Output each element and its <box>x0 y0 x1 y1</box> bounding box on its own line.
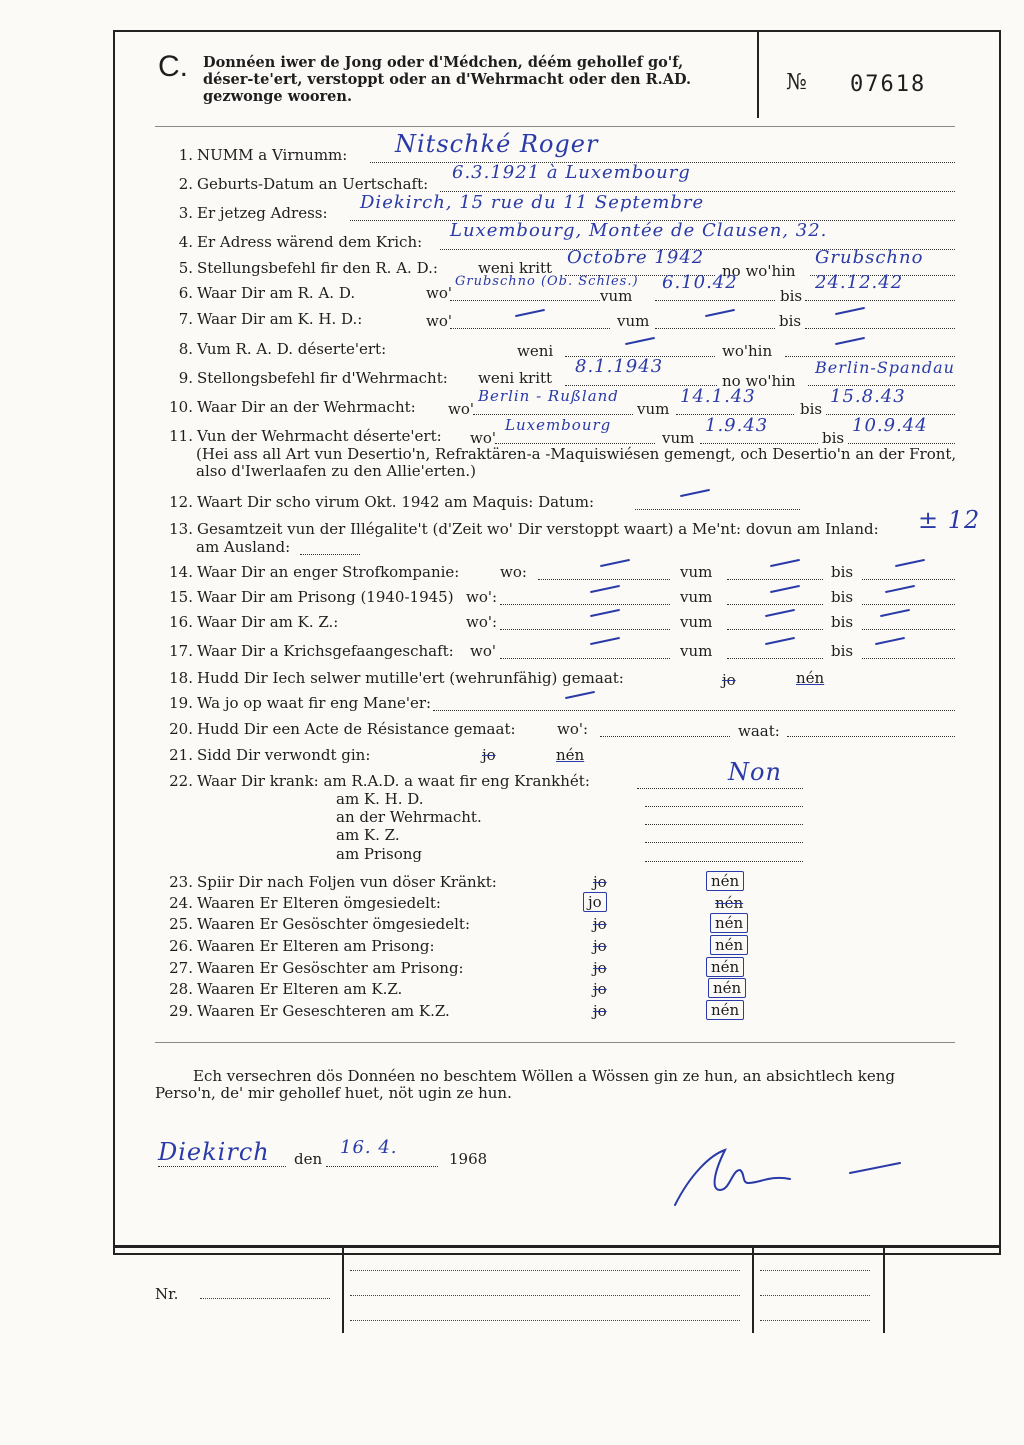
row16-where-label: wo': <box>466 613 498 631</box>
number-sign: № <box>786 70 807 95</box>
prison-to-field[interactable] <box>862 588 955 605</box>
rad-to-value: 24.12.42 <box>815 272 904 293</box>
maquis-date-field[interactable] <box>635 493 800 510</box>
row17-from-label: vum <box>680 642 713 660</box>
prison-where-field[interactable] <box>500 588 670 605</box>
wm-to-value: 15.8.43 <box>830 386 906 407</box>
siblings-resettled-yes[interactable]: jo <box>593 915 607 933</box>
row8-when-label: weni <box>517 342 554 360</box>
row10-to-label: bis <box>800 400 823 418</box>
abroad-label: am Ausland: <box>196 538 291 556</box>
pow-from-field[interactable] <box>727 642 823 659</box>
abroad-field[interactable] <box>300 538 360 555</box>
registry-col-2 <box>752 1248 754 1333</box>
row-5: 5. Stellungsbefehl fir den R. A. D.: <box>178 259 438 277</box>
war-address-value: Luxembourg, Montée de Clausen, 32. <box>450 220 828 241</box>
row16-to-label: bis <box>831 613 854 631</box>
strafkompanie-to-field[interactable] <box>862 563 955 580</box>
row14-to-label: bis <box>831 563 854 581</box>
row-18: 18. Hudd Dir Iech selwer mutille'ert (wehrunfähig) gemaat: <box>169 669 624 687</box>
name-value: Nitschké Roger <box>395 130 599 158</box>
row7-to-label: bis <box>779 312 802 330</box>
illness-value: Non <box>728 758 782 786</box>
wm-desert-from-value: 1.9.43 <box>705 415 769 436</box>
rad-desert-where-field[interactable] <box>785 340 955 357</box>
parents-resettled-yes[interactable]: jo <box>583 892 607 912</box>
parents-prison-yes[interactable]: jo <box>593 937 607 955</box>
row-14: 14. Waar Dir an enger Strofkompanie: <box>169 563 460 581</box>
khd-to-field[interactable] <box>805 312 955 329</box>
row14-where-label: wo: <box>500 563 527 581</box>
row-1: 1. NUMM a Virnumm: <box>178 146 348 164</box>
illness-prison-field[interactable] <box>645 845 803 862</box>
parents-resettled-no[interactable]: nén <box>715 894 744 912</box>
rad-order-when-value: Octobre 1942 <box>567 247 705 268</box>
pow-where-field[interactable] <box>500 642 670 659</box>
row17-to-label: bis <box>831 642 854 660</box>
kz-from-field[interactable] <box>727 613 823 630</box>
row20-where-label: wo': <box>557 720 589 738</box>
kz-to-field[interactable] <box>862 613 955 630</box>
declaration-text: Ech versechren dös Donnéen no beschtem Wöllen a Wössen gin ze hun, an absichtlech keng Perso'n, de' mir gehollef huet, nöt ugin ze hun. <box>155 1067 895 1102</box>
row-21: 21. Sidd Dir verwondt gin: <box>169 746 371 764</box>
row14-from-label: vum <box>680 563 713 581</box>
row5-when-label: weni kritt <box>478 259 553 277</box>
row-29: 29. Waaren Er Geseschteren am K.Z. <box>169 1002 450 1020</box>
row11-to-label: bis <box>822 429 845 447</box>
registry-col-1 <box>342 1248 344 1333</box>
illness-kz-field[interactable] <box>645 826 803 843</box>
row-12: 12. Waart Dir scho virum Okt. 1942 am Maquis: Datum: <box>169 493 595 511</box>
kz-where-field[interactable] <box>500 613 670 630</box>
row-10: 10. Waar Dir an der Wehrmacht: <box>169 398 416 416</box>
illness-khd-label: am K. H. D. <box>336 790 424 808</box>
siblings-resettled-no[interactable]: nén <box>710 913 748 933</box>
header-divider <box>757 30 759 118</box>
after-effects-no[interactable]: nén <box>706 871 744 891</box>
row6-to-label: bis <box>780 287 803 305</box>
row-16: 16. Waar Dir am K. Z.: <box>169 613 339 631</box>
mutilation-no[interactable]: nén <box>796 669 825 687</box>
row-19: 19. Wa jo op waat fir eng Mane'er: <box>169 694 432 712</box>
row10-where-label: wo' <box>448 400 474 418</box>
row-25: 25. Waaren Er Gesöschter ömgesiedelt: <box>169 915 471 933</box>
row-9: 9. Stellongsbefehl fir d'Wehrmacht: <box>178 369 448 387</box>
khd-where-field[interactable] <box>450 312 610 329</box>
row15-where-label: wo': <box>466 588 498 606</box>
after-effects-yes[interactable]: jo <box>593 873 607 891</box>
resistance-what-field[interactable] <box>787 720 955 737</box>
siblings-kz-no[interactable]: nén <box>706 1000 744 1020</box>
parents-kz-no[interactable]: nén <box>708 978 746 998</box>
row6-where-label: wo' <box>426 284 452 302</box>
siblings-prison-yes[interactable]: jo <box>593 959 607 977</box>
illness-kz-label: am K. Z. <box>336 826 400 844</box>
row5-where-label: no wo'hin <box>722 262 796 280</box>
registry-nr-field[interactable] <box>200 1298 330 1299</box>
row8-where-label: wo'hin <box>722 342 773 360</box>
mutilation-how-field[interactable] <box>433 694 955 711</box>
signing-year: 1968 <box>449 1150 488 1168</box>
wm-desert-where-value: Luxembourg <box>505 416 612 434</box>
signing-place: Diekirch <box>158 1138 270 1166</box>
registry-line-6[interactable] <box>760 1320 870 1321</box>
illness-khd-field[interactable] <box>645 790 803 807</box>
registry-col-3 <box>883 1248 885 1333</box>
row-20: 20. Hudd Dir een Acte de Résistance gemaat: <box>169 720 516 738</box>
current-address-value: Diekirch, 15 rue du 11 Septembre <box>360 192 705 213</box>
signing-date: 16. 4. <box>340 1137 398 1158</box>
illegality-inland-value: ± 12 <box>918 506 981 534</box>
document-number: 07618 <box>850 72 927 97</box>
registry-line-4[interactable] <box>760 1270 870 1271</box>
illness-wehrmacht-field[interactable] <box>645 808 803 825</box>
row11-from-label: vum <box>662 429 695 447</box>
wm-from-value: 14.1.43 <box>680 386 756 407</box>
row-11: 11. Vun der Wehrmacht déserte'ert: <box>169 427 442 445</box>
registry-nr-label: Nr. <box>155 1285 179 1303</box>
rad-desert-when-field[interactable] <box>565 340 715 357</box>
parents-prison-no[interactable]: nén <box>710 935 748 955</box>
registry-line-5[interactable] <box>760 1295 870 1296</box>
signature <box>670 1135 920 1215</box>
mutilation-yes[interactable]: jo <box>722 671 736 689</box>
rad-from-value: 6.10.42 <box>662 272 738 293</box>
row10-from-label: vum <box>637 400 670 418</box>
row20-what-label: waat: <box>738 722 780 740</box>
rad-order-where-value: Grubschno <box>815 247 924 268</box>
row17-where-label: wo' <box>470 642 496 660</box>
row-2: 2. Geburts-Datum an Uertschaft: <box>178 175 429 193</box>
row16-from-label: vum <box>680 613 713 631</box>
siblings-kz-yes[interactable]: jo <box>593 1002 607 1020</box>
wm-where-value: Berlin - Rußland <box>478 387 619 405</box>
registry-line-1[interactable] <box>350 1270 740 1271</box>
illness-wehrmacht-label: an der Wehrmacht. <box>336 808 482 826</box>
row-15: 15. Waar Dir am Prisong (1940-1945) <box>169 588 454 606</box>
row6-from-label: vum <box>600 287 633 305</box>
signing-den-label: den <box>294 1150 323 1168</box>
row15-from-label: vum <box>680 588 713 606</box>
resistance-where-field[interactable] <box>600 720 730 737</box>
row-17: 17. Waar Dir a Krichsgefaangeschaft: <box>169 642 454 660</box>
row11-where-label: wo' <box>470 429 496 447</box>
wm-order-when-value: 8.1.1943 <box>575 356 664 377</box>
rad-where-value: Grubschno (Ob. Schles.) <box>455 274 639 289</box>
desertion-note: (Hei ass all Art vun Desertio'n, Refraktären-a -Maquiswiésen gemengt, och Desertio'n an der Front, also d'Iwerlaafen zu den Allie'erten.) <box>196 445 957 480</box>
section-letter: C. <box>158 50 188 83</box>
illness-prison-label: am Prisong <box>336 845 422 863</box>
row-22: 22. Waar Dir krank: am R.A.D. a waat fir eng Krankhét: <box>169 772 590 790</box>
parents-kz-yes[interactable]: jo <box>593 980 607 998</box>
wm-order-where-value: Berlin-Spandau <box>815 358 955 377</box>
registry-line-3[interactable] <box>350 1320 740 1321</box>
declaration-rule <box>155 1042 955 1043</box>
header-rule <box>155 126 955 127</box>
row-24: 24. Waaren Er Elteren ömgesiedelt: <box>169 894 441 912</box>
row-3: 3. Er jetzeg Adress: <box>178 204 328 222</box>
row-23: 23. Spiir Dir nach Foljen vun döser Kränkt: <box>169 873 497 891</box>
row7-where-label: wo' <box>426 312 452 330</box>
section-title: Donnéen iwer de Jong oder d'Médchen, déém gehollef go'f, déser-te'ert, verstoppt oder an d'Wehrmacht oder den R.AD. gezwonge wooren. <box>203 54 692 105</box>
row-6: 6. Waar Dir am R. A. D. <box>178 284 356 302</box>
birth-value: 6.3.1921 à Luxembourg <box>452 162 691 183</box>
wounded-yes[interactable]: jo <box>482 746 496 764</box>
row9-when-label: weni kritt <box>478 369 553 387</box>
row-7: 7. Waar Dir am K. H. D.: <box>178 310 363 328</box>
registry-line-2[interactable] <box>350 1295 740 1296</box>
row-26: 26. Waaren Er Elteren am Prisong: <box>169 937 435 955</box>
row-4: 4. Er Adress wärend dem Krich: <box>178 233 423 251</box>
row9-where-label: no wo'hin <box>722 372 796 390</box>
row-27: 27. Waaren Er Gesöschter am Prisong: <box>169 959 464 977</box>
row7-from-label: vum <box>617 312 650 330</box>
row-8: 8. Vum R. A. D. déserte'ert: <box>178 340 387 358</box>
row-13: 13. Gesamtzeit vun der Illégalite't (d'Zeit wo' Dir verstoppt waart) a Me'nt: dovun am Inland: <box>169 520 879 538</box>
wounded-no[interactable]: nén <box>556 746 585 764</box>
row15-to-label: bis <box>831 588 854 606</box>
row-28: 28. Waaren Er Elteren am K.Z. <box>169 980 403 998</box>
wm-desert-to-value: 10.9.44 <box>852 415 928 436</box>
siblings-prison-no[interactable]: nén <box>706 957 744 977</box>
signing-place-field[interactable] <box>158 1150 286 1167</box>
